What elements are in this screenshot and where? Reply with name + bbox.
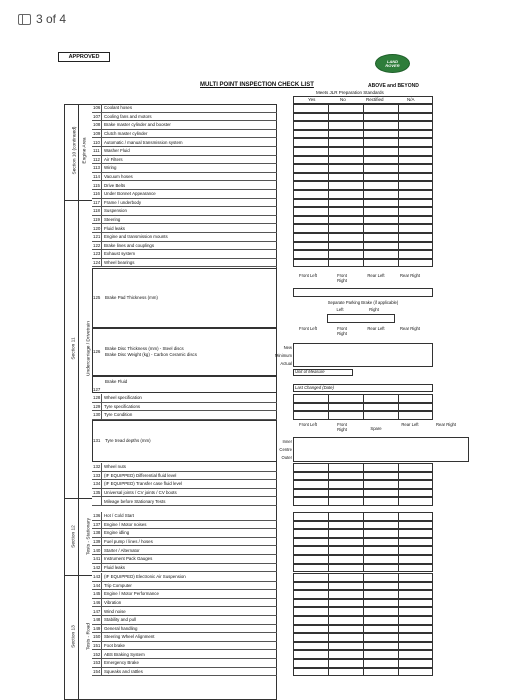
item-label: Instrument Pack Gauges: [104, 556, 153, 562]
item-label: Exhaust system: [104, 251, 135, 257]
checklist-item: [92, 403, 277, 412]
item-number: 147: [93, 608, 101, 614]
item-label: (IF EQUIPPED) Differential fluid level: [104, 472, 177, 478]
item-number: 143: [93, 574, 101, 580]
item-number: 123: [93, 251, 101, 257]
checklist-item: [92, 242, 277, 251]
item-number: 121: [93, 234, 101, 240]
checklist-item: [92, 233, 277, 242]
response-no-header: No: [340, 97, 346, 102]
item-label: Vibration: [104, 600, 122, 606]
item-number: [92, 497, 102, 505]
checklist-item: [92, 659, 277, 668]
item-label: ABS Braking System: [104, 651, 145, 657]
section-10-sub-label: Engine Area: [82, 137, 88, 164]
item-131-number: 131: [93, 438, 101, 443]
pad-thickness-input[interactable]: [293, 288, 433, 297]
item-number: 138: [93, 530, 101, 536]
item-label: Foot brake: [104, 643, 125, 649]
item-number: 109: [93, 131, 101, 137]
item-number: 120: [93, 225, 101, 231]
last-changed-label: Last Changed (Date): [295, 385, 334, 390]
item-126-label-1: Brake Disc Thickness (mm) - Steel discs: [105, 346, 184, 351]
checklist-item: [92, 411, 277, 420]
item-label: Starter / Alternator: [104, 547, 140, 553]
item-label: Wheel nuts: [104, 464, 126, 470]
parking-brake-input[interactable]: [327, 314, 395, 323]
checklist-item: [92, 546, 277, 555]
tyre-depth-grid[interactable]: [293, 437, 469, 462]
item-label: Fluid leaks: [104, 564, 125, 570]
standards-label: Meets JLR Preparation Standards: [316, 90, 384, 95]
item-label: Engine / Motor noises: [104, 521, 147, 527]
tyre-rear-right-header: Rear Right: [436, 422, 457, 427]
checklist-item: [92, 463, 277, 472]
item-number: 117: [93, 199, 100, 205]
checklist-item: [92, 573, 277, 582]
tyre-spare-header: Spare: [370, 426, 382, 431]
checklist-item: [92, 147, 277, 156]
parking-right-header: Right: [369, 307, 379, 312]
item-126-number: 126: [93, 349, 101, 354]
item-label: Squeaks and rattles: [104, 668, 143, 674]
item-number: 130: [93, 412, 101, 418]
tyre-front-left-header: Front Left: [299, 422, 317, 427]
checklist-item: [92, 512, 277, 521]
checklist-item: [92, 224, 277, 233]
checklist-item: [92, 599, 277, 608]
item-label: Engine / Motor Performance: [104, 591, 159, 597]
checklist-item: [92, 190, 277, 199]
item-number: 113: [93, 165, 100, 171]
checklist-item: [92, 113, 277, 122]
disc-front-left-header: Front Left: [299, 326, 317, 331]
item-label: Washer Fluid: [104, 148, 130, 154]
pad-rear-left-header: Rear Left: [367, 273, 385, 278]
item-number: 107: [93, 113, 101, 119]
item-number: 122: [93, 242, 101, 248]
item-number: 148: [93, 617, 101, 623]
inspection-document: [50, 42, 495, 700]
item-number: 152: [93, 651, 101, 657]
item-number: 142: [93, 564, 101, 570]
item-label: Coolant hoses: [104, 105, 133, 111]
section-12-label: Section 12: [71, 525, 77, 548]
item-label: Vacuum hoses: [104, 174, 133, 180]
checklist-item: [92, 199, 277, 208]
item-label: Fuel pump / lines / hoses: [104, 539, 153, 545]
item-number: 128: [93, 395, 101, 401]
above-beyond-label: ABOVE and BEYOND: [368, 83, 419, 89]
checklist-item: [92, 564, 277, 573]
item-number: 111: [92, 147, 102, 155]
parking-brake-label: Separate Parking Brake (if applicable): [327, 300, 399, 305]
checklist-item: [92, 173, 277, 182]
checklist-item: [92, 497, 277, 506]
item-label: Mileage before Stationary Tests: [104, 498, 166, 504]
item-label: Steering: [104, 217, 121, 223]
item-number: 115: [93, 182, 100, 188]
item-number: 144: [93, 582, 101, 588]
disc-rear-left-header: Rear Left: [367, 326, 385, 331]
item-number: 106: [93, 105, 101, 111]
checklist-item: [92, 156, 277, 165]
item-label: Fluid leaks: [104, 225, 125, 231]
section-11-label: Section 11: [71, 337, 77, 360]
item-125-label: Brake Pad Thickness (mm): [105, 295, 158, 300]
item-127-number: 127: [93, 387, 101, 392]
checklist-item: [92, 259, 277, 268]
checklist-item: [92, 650, 277, 659]
checklist-item: [92, 625, 277, 634]
item-label: Trip Computer: [104, 582, 132, 588]
item-label: Automatic / manual transmission system: [104, 139, 183, 145]
pad-front-right-header: Front Right: [337, 273, 347, 284]
item-number: 110: [93, 139, 100, 145]
checklist-item: [92, 607, 277, 616]
item-label: Frame / underbody: [104, 199, 142, 205]
disc-measure-grid[interactable]: [293, 343, 433, 367]
tyre-centre-label: Centre: [279, 447, 292, 452]
item-number: 112: [93, 156, 100, 162]
item-number: 154: [93, 668, 101, 674]
item-125-number: 125: [93, 295, 101, 300]
item-label: Brake lines and couplings: [104, 242, 155, 248]
item-number: 146: [93, 600, 101, 606]
disc-front-right-header: Front Right: [337, 326, 347, 337]
disc-actual-label: Actual: [280, 361, 292, 366]
section-11-sub-label: Undercarriage / Drivetrain: [86, 321, 92, 376]
item-label: Brake master cylinder and booster: [104, 122, 171, 128]
item-number: 150: [93, 634, 101, 640]
response-yes-header: Yes: [308, 97, 316, 102]
item-131-label: Tyre tread depths (mm): [105, 438, 151, 443]
item-126-label-2: Brake Disc Weight (kg) - Carbon Ceramic discs: [105, 352, 197, 357]
page-indicator[interactable]: [18, 12, 66, 26]
item-label: Steering Wheel Alignment: [104, 634, 155, 640]
land-rover-logo: LAND ROVER: [375, 54, 410, 73]
item-number: 135: [93, 490, 101, 496]
checklist-item: [92, 616, 277, 625]
disc-minimum-label: Minimum: [275, 353, 292, 358]
disc-new-label: New: [283, 345, 292, 350]
item-number: 116: [93, 191, 100, 197]
item-number: 149: [93, 625, 101, 631]
tyre-inner-label: Inner: [282, 439, 292, 444]
checklist-item: [92, 489, 277, 498]
form-title: MULTI POINT INSPECTION CHECK LIST: [200, 82, 314, 88]
item-label: Wheel bearings: [104, 260, 135, 266]
checklist-item: [92, 529, 277, 538]
checklist-item: [92, 164, 277, 173]
checklist-item: [92, 130, 277, 139]
item-label: Universal joints / CV joints / CV boots: [104, 490, 177, 496]
response-header-box: [293, 96, 433, 104]
item-label: Wind noise: [104, 608, 126, 614]
checklist-item: [92, 472, 277, 481]
page-thumbnail-icon: [18, 14, 31, 25]
item-number: 129: [93, 403, 101, 409]
checklist-item: [92, 394, 277, 403]
item-number: 151: [93, 643, 101, 649]
item-number: 153: [93, 660, 101, 666]
tyre-front-right-header: Front Right: [337, 422, 347, 433]
checklist-item: [92, 590, 277, 599]
section-10-label: Section 10 (continued): [72, 126, 78, 175]
pad-front-left-header: Front Left: [299, 273, 317, 278]
item-number: 139: [93, 539, 101, 545]
checklist-item: [92, 582, 277, 591]
section-13-sub-label: Tests - Road: [86, 623, 92, 650]
unit-measure-label: Unit of Measure: [295, 369, 325, 374]
checklist-item: [92, 104, 277, 113]
item-label: Air Filters: [104, 156, 123, 162]
item-number: 124: [93, 260, 101, 266]
checklist-item: [92, 216, 277, 225]
checklist-item: [92, 555, 277, 564]
item-number: 145: [93, 591, 101, 597]
item-label: Wheel specification: [104, 395, 142, 401]
section-13-label: Section 13: [71, 625, 77, 648]
disc-rear-right-header: Rear Right: [400, 326, 421, 331]
item-label: Tyre Condition: [104, 412, 133, 418]
checklist-item: [92, 480, 277, 489]
item-label: Engine idling: [104, 530, 130, 536]
item-label: Suspension: [104, 208, 127, 214]
checklist-item: [92, 521, 277, 530]
checklist-item: [92, 181, 277, 190]
tyre-outer-label: Outer: [281, 455, 292, 460]
parking-left-header: Left: [336, 307, 344, 312]
item-number: 108: [93, 122, 101, 128]
item-label: (IF EQUIPPED) Transfer case fluid level: [104, 481, 183, 487]
item-number: 140: [93, 547, 101, 553]
checklist-item: [92, 668, 277, 677]
item-label: Tyre specifications: [104, 403, 141, 409]
item-label: Cooling fans and motors: [104, 113, 152, 119]
item-number: 137: [93, 521, 101, 527]
item-number: 133: [93, 472, 101, 478]
item-number: 114: [93, 174, 100, 180]
item-label: Hot / Cold Start: [104, 513, 135, 519]
item-number: 118: [93, 208, 100, 214]
approved-stamp: APPROVED: [58, 52, 110, 62]
item-number: 132: [93, 464, 101, 470]
response-na-header: N/A: [407, 97, 415, 102]
item-label: Stability and pull: [104, 617, 136, 623]
tyre-rear-left-header: Rear Left: [401, 422, 419, 427]
item-number: 136: [93, 513, 101, 519]
item-label: General handling: [104, 625, 138, 631]
item-label: Under Bonnet Appearance: [104, 191, 156, 197]
checklist-item: [92, 642, 277, 651]
item-label: Engine and transmission mounts: [104, 234, 168, 240]
pad-rear-right-header: Rear Right: [400, 273, 421, 278]
page-indicator-text: 3 of 4: [36, 12, 67, 26]
item-label: (IF EQUIPPED) Electronic Air Suspension: [104, 574, 186, 580]
item-number: 141: [93, 556, 101, 562]
response-rectified-header: Rectified: [366, 97, 384, 102]
item-number: 119: [93, 217, 100, 223]
item-label: Emergency Brake: [104, 660, 139, 666]
section-12-sub-label: Tests - Stationary: [86, 517, 92, 556]
item-127-label: Brake Fluid: [105, 379, 128, 384]
item-label: Drive Belts: [104, 182, 126, 188]
checklist-item: [92, 250, 277, 259]
checklist-item: [92, 633, 277, 642]
checklist-item: [92, 138, 277, 147]
item-label: Wiring: [104, 165, 117, 171]
viewer-toolbar: [0, 0, 525, 40]
item-number: 134: [93, 481, 101, 487]
checklist-item: [92, 207, 277, 216]
item-label: Clutch master cylinder: [104, 131, 148, 137]
checklist-item: [92, 538, 277, 547]
checklist-item: [92, 121, 277, 130]
